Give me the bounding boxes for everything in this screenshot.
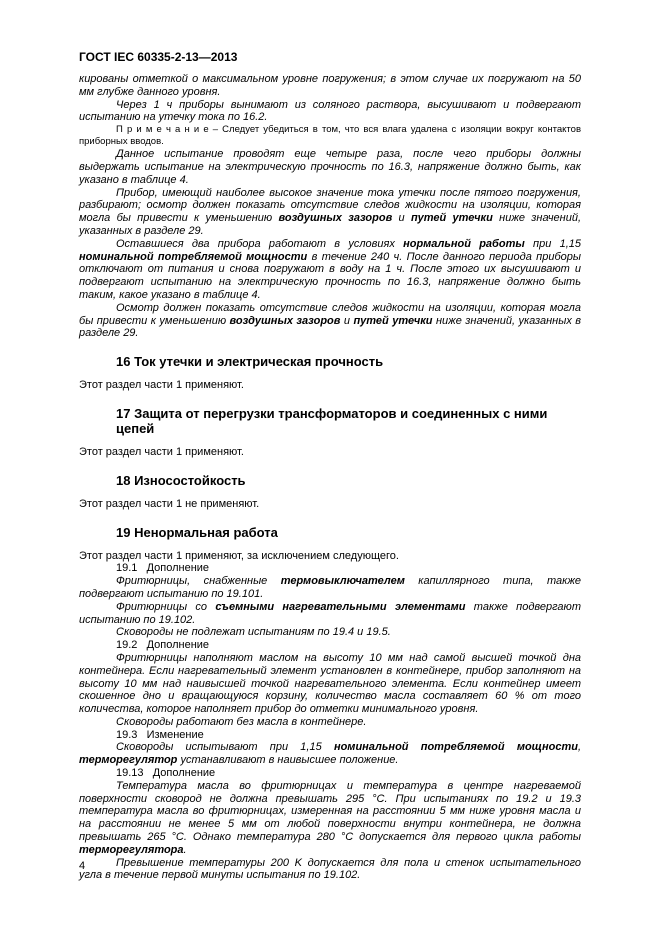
text-run: нормальной работы xyxy=(403,237,525,250)
text-run: воздушных зазоров xyxy=(278,212,393,225)
text-run: термовыключателем xyxy=(280,575,405,588)
text-run: 19.2 Дополнение xyxy=(116,639,210,652)
text-run: и xyxy=(340,314,354,327)
paragraph xyxy=(79,767,581,780)
section-heading: 19 Ненормальная работа xyxy=(116,524,278,540)
text-run: Фритюрницы со xyxy=(116,600,216,613)
paragraph xyxy=(79,73,581,99)
paragraph xyxy=(79,716,581,729)
text-run: устанавливают в наивысшее положение. xyxy=(177,754,399,767)
paragraph xyxy=(79,652,581,716)
text-run: Этот раздел части 1 применяют, за исключением следующего. xyxy=(79,549,399,562)
text-run: Прибор, имеющий наиболее высокое значение тока утечки после пятого погружения, разбирают; осмотр должен показать отсутствие следов жидкости на изоляции, которая могла бы привести к уменьшению xyxy=(79,186,581,225)
text-run: Фритюрницы, снабженные xyxy=(116,575,281,588)
text-run: Этот раздел части 1 не применяют. xyxy=(79,497,260,510)
text-run: кированы отметкой о максимальном уровне погружения; в этом случае их погружают на 50 мм глубже данного уровня. xyxy=(79,73,581,98)
paragraph xyxy=(79,99,581,125)
paragraph xyxy=(79,626,581,639)
text-run: терморегулятор xyxy=(79,754,178,767)
paragraph xyxy=(79,446,581,459)
note-paragraph xyxy=(79,124,581,148)
text-run: Этот раздел части 1 применяют. xyxy=(79,379,244,392)
text-run: Через 1 ч приборы вынимают из соляного раствора, высушивают и подвергают испытанию на утечку тока по 16.2. xyxy=(79,98,581,124)
paragraph xyxy=(79,575,581,601)
text-run: Сковороды работают без масла в контейнере. xyxy=(116,715,367,728)
text-run: Сковороды испытывают при 1,15 xyxy=(116,741,334,754)
text-run: путей утечки xyxy=(410,212,493,225)
text-run: 19.13 Дополнение xyxy=(116,767,216,780)
text-run: , xyxy=(577,741,582,754)
text-run: съемными нагревательными элементами xyxy=(215,600,466,613)
text-run: Сковороды не подлежат испытаниям по 19.4 и 19.5. xyxy=(116,626,391,639)
text-run: капиллярного типа, также подвергают испытанию по 19.101. xyxy=(79,575,582,600)
section-heading: 18 Износостойкость xyxy=(116,472,246,488)
text-run: номинальной потребляемой мощности xyxy=(79,250,308,263)
paragraph xyxy=(79,148,581,186)
paragraph xyxy=(79,601,581,627)
paragraph xyxy=(79,498,581,511)
paragraph xyxy=(79,780,581,857)
document-header: ГОСТ IEC 60335-2-13—2013 xyxy=(79,50,238,64)
text-run: Данное испытание проводят еще четыре раза, после чего приборы должны выдержать испытание на электрическую прочность по 16.3, напряжение должно быть, как указано в таблице 4. xyxy=(79,148,581,186)
text-run: П р и м е ч а н и е – Следует убедиться в том, что вся влага удалена с изоляции вокруг контактов приборных вводов. xyxy=(79,124,581,148)
document-body xyxy=(79,73,581,882)
paragraph xyxy=(79,729,581,742)
text-run: ниже значений, указанных в разделе 29. xyxy=(79,212,582,237)
section-heading: 17 Защита от перегрузки трансформаторов и соединенных с ними цепей xyxy=(116,405,548,436)
text-run: также подвергают испытанию по 19.102. xyxy=(79,600,581,626)
text-run: Оставшиеся два прибора работают в условиях xyxy=(116,237,404,250)
text-run: 19.3 Изменение xyxy=(116,728,204,741)
text-run: 19.1 Дополнение xyxy=(116,562,210,575)
text-run: при 1,15 xyxy=(524,237,582,250)
text-run: Фритюрницы наполняют маслом на высоту 10 мм над самой высшей точкой дна контейнера. Если нагревательный элемент установлен в контейнере, прибор заполняют на высоту 10 мм над наивысшей точкой нагревательного элемента. Если контейнер имеет скошенное дно и вращающуюся корзину, количество масла составляет 60 % от того количества, которое наполняет прибор до отметки минимального уровня. xyxy=(79,651,581,716)
paragraph xyxy=(79,857,581,883)
text-run: . xyxy=(183,843,187,856)
text-run: Этот раздел части 1 применяют. xyxy=(79,445,244,458)
text-run: воздушных зазоров xyxy=(229,314,341,327)
text-run: ниже значений, указанных в разделе 29. xyxy=(79,314,582,340)
paragraph xyxy=(79,238,581,302)
text-run: терморегулятора xyxy=(79,843,184,856)
paragraph xyxy=(79,562,581,575)
page-number: 4 xyxy=(79,860,86,872)
text-run: в течение 240 ч. После данного периода приборы отключают от питания и снова погружают в воду на 1 ч. После этого их высушивают и подвергают испытанию на электрическую прочность по 16.3, напряжение должно быть таким, какое указано в таблице 4. xyxy=(79,250,581,301)
paragraph xyxy=(79,639,581,652)
paragraph xyxy=(79,741,581,767)
paragraph xyxy=(79,379,581,392)
paragraph xyxy=(79,302,581,340)
text-run: номинальной потребляемой мощности xyxy=(333,741,578,754)
text-run: Превышение температуры 200 K допускается для пола и стенок испытательного угла в течение первой минуты испытания по 19.102. xyxy=(79,856,581,882)
text-run: путей утечки xyxy=(353,314,433,327)
section-heading: 16 Ток утечки и электрическая прочность xyxy=(116,354,384,370)
text-run: Температура масла во фритюрницах и температура в центре нагреваемой поверхности сковород не должна превышать 295 °С. При испытаниях по 19.2 и 19.3 температура масла во фритюрницах, измеренная на расстоянии 5 мм ниже уровня масла и на расстоянии не менее 5 мм от любой поверхности внутри контейнера, не должна превышать 265 °С. Однако температура 280 °С допускается для первого цикла работы xyxy=(79,779,581,844)
paragraph xyxy=(79,187,581,238)
paragraph xyxy=(79,550,581,563)
text-run: и xyxy=(392,212,411,225)
text-run: Осмотр должен показать отсутствие следов жидкости на изоляции, которая могла бы привести к уменьшению xyxy=(79,301,581,327)
